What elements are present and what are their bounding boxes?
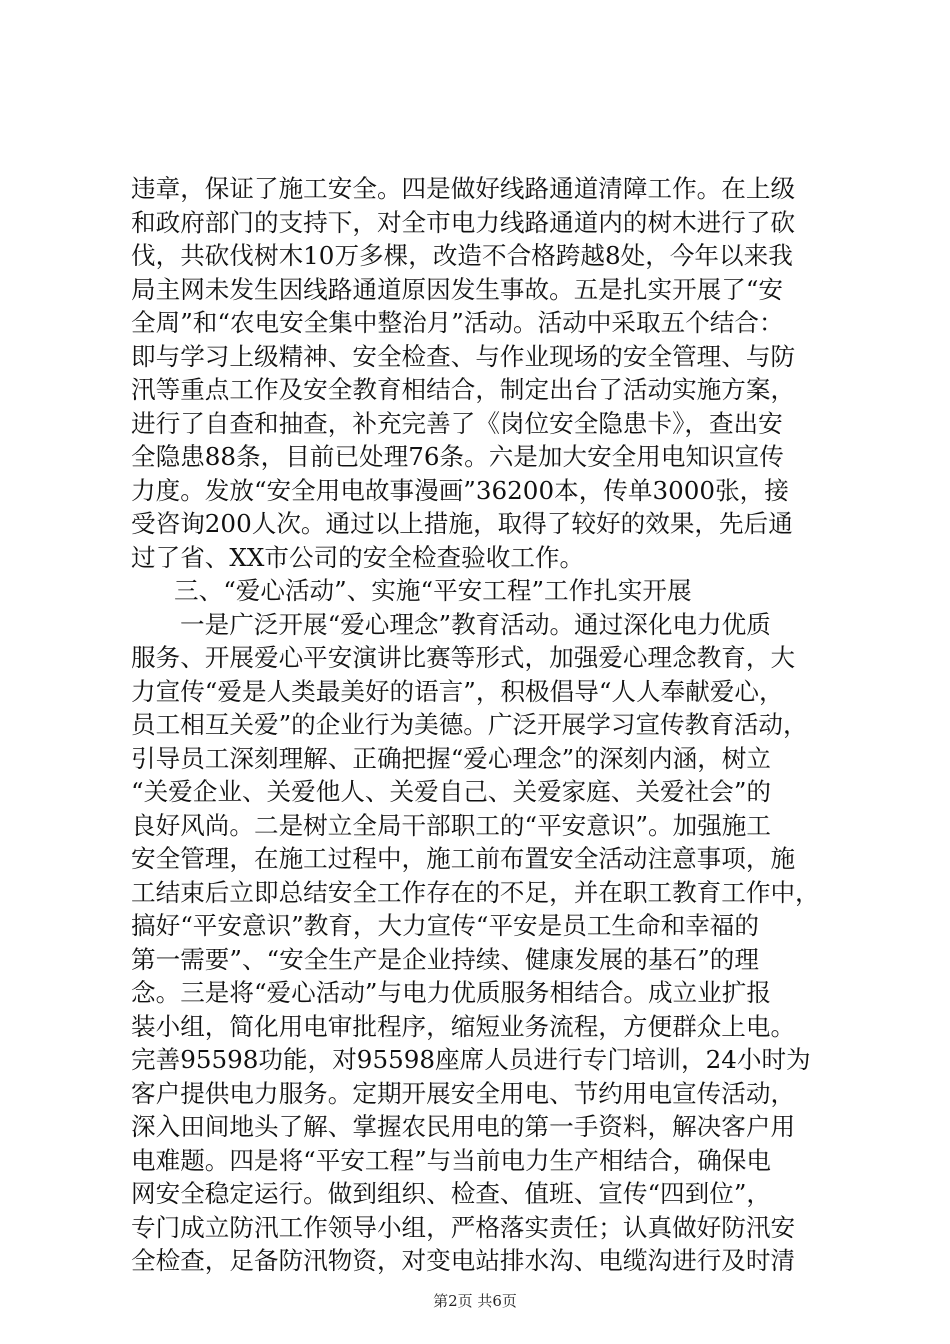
paragraph-line: 力宣传“爱是人类最美好的语言”，积极倡导“人人奉献爱心， xyxy=(131,676,784,706)
paragraph-line: 完善95598功能，对95598座席人员进行专门培训，24小时为 xyxy=(131,1045,811,1074)
paragraph-line: 进行了自查和抽查，补充完善了《岗位安全隐患卡》，查出安 xyxy=(131,408,783,438)
paragraph-line: 员工相互关爱”的企业行为美德。广泛开展学习宣传教育活动， xyxy=(131,710,808,739)
paragraph-line: 念。三是将“爱心活动”与电力优质服务相结合。成立业扩报 xyxy=(131,978,771,1007)
paragraph-line: 一是广泛开展“爱心理念”教育活动。通过深化电力优质 xyxy=(180,609,771,639)
paragraph-line: 第一需要”、“安全生产是企业持续、健康发展的基石”的理 xyxy=(131,944,759,974)
paragraph-line: 引导员工深刻理解、正确把握“爱心理念”的深刻内涵，树立 xyxy=(131,743,771,773)
paragraph-line: 汛等重点工作及安全教育相结合，制定出台了活动实施方案， xyxy=(131,375,796,404)
section-heading: 三、“爱心活动”、实施“平安工程”工作扎实开展 xyxy=(174,576,692,605)
paragraph-line: 网安全稳定运行。做到组织、检查、值班、宣传“四到位”， xyxy=(131,1179,771,1208)
paragraph-line: 服务、开展爱心平安演讲比赛等形式，加强爱心理念教育，大 xyxy=(131,643,796,672)
paragraph-line: “关爱企业、关爱他人、关爱自己、关爱家庭、关爱社会”的 xyxy=(131,777,771,806)
paragraph-line: 全隐患88条，目前已处理76条。六是加大安全用电知识宣传 xyxy=(131,442,784,471)
paragraph-line: 力度。发放“安全用电故事漫画”36200本，传单3000张，接 xyxy=(131,475,789,505)
paragraph-line: 电难题。四是将“平安工程”与当前电力生产相结合，确保电 xyxy=(131,1145,771,1175)
paragraph-line: 搞好“平安意识”教育，大力宣传“平安是员工生命和幸福的 xyxy=(131,911,759,940)
paragraph-line: 违章，保证了施工安全。四是做好线路通道清障工作。在上级 xyxy=(131,174,796,203)
paragraph-line: 局主网未发生因线路通道原因发生事故。五是扎实开展了“安 xyxy=(131,274,784,304)
paragraph-line: 即与学习上级精神、安全检查、与作业现场的安全管理、与防 xyxy=(131,341,796,371)
paragraph-line: 装小组，简化用电审批程序，缩短业务流程，方便群众上电。 xyxy=(131,1011,796,1041)
paragraph-line: 客户提供电力服务。定期开展安全用电、节约用电宣传活动， xyxy=(131,1078,796,1108)
paragraph-line: 深入田间地头了解、掌握农民用电的第一手资料，解决客户用 xyxy=(131,1112,796,1141)
paragraph-line: 全检查，足备防汛物资，对变电站排水沟、电缆沟进行及时清 xyxy=(131,1246,796,1275)
paragraph-line: 专门成立防汛工作领导小组，严格落实责任；认真做好防汛安 xyxy=(131,1212,796,1242)
paragraph-line: 受咨询200人次。通过以上措施，取得了较好的效果，先后通 xyxy=(131,509,793,538)
paragraph-line: 伐，共砍伐树木10万多棵，改造不合格跨越8处，今年以来我 xyxy=(131,241,793,270)
paragraph-line: 全周”和“农电安全集中整治月”活动。活动中采取五个结合： xyxy=(131,308,784,337)
paragraph-line: 工结束后立即总结安全工作存在的不足，并在职工教育工作中， xyxy=(131,877,820,907)
document-body xyxy=(131,172,831,1278)
paragraph-line: 和政府部门的支持下，对全市电力线路通道内的树木进行了砍 xyxy=(131,207,796,237)
paragraph-line: 安全管理，在施工过程中，施工前布置安全活动注意事项，施 xyxy=(131,844,796,873)
paragraph-line: 良好风尚。二是树立全局干部职工的“平安意识”。加强施工 xyxy=(131,810,771,840)
page-number-footer: 第2页 共6页 xyxy=(433,1292,517,1310)
paragraph-line: 过了省、XX市公司的安全检查验收工作。 xyxy=(131,542,585,572)
